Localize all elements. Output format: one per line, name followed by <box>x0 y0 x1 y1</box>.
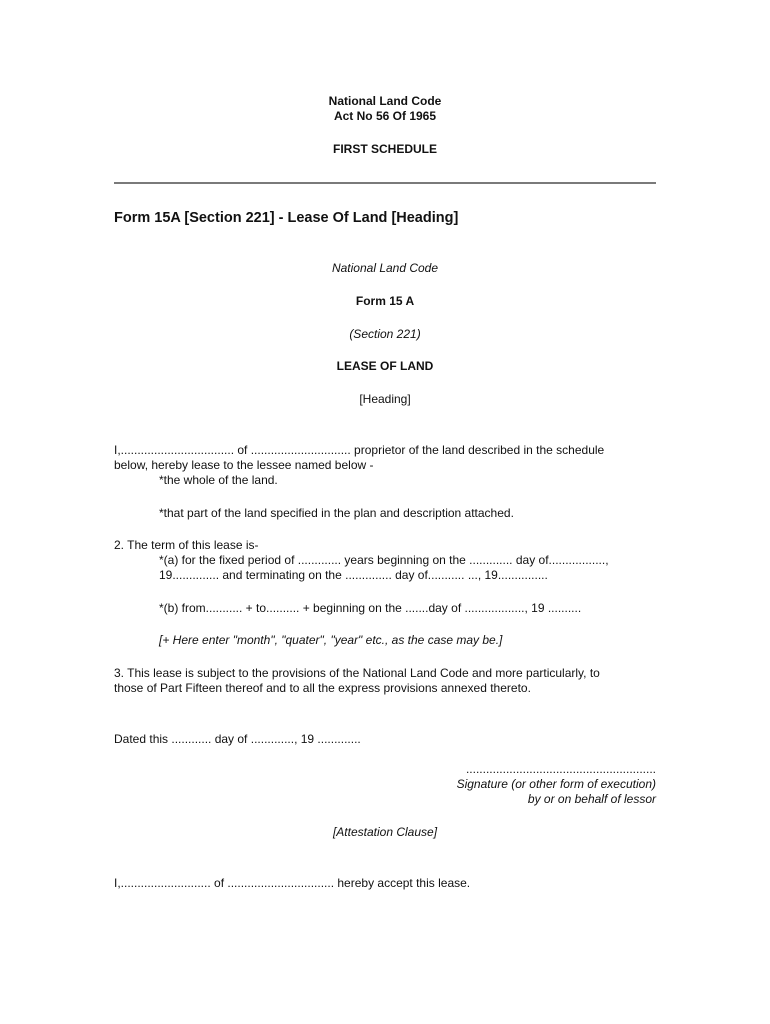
para1-option-whole: *the whole of the land. <box>159 473 278 487</box>
form-heading: Form 15A [Section 221] - Lease Of Land [Heading] <box>114 210 459 226</box>
schedule-title: FIRST SCHEDULE <box>332 142 437 156</box>
para1-line1: I,.................................. of .............................. proprietor of the land described in the schedule <box>114 443 605 457</box>
form-subheading: [Heading] <box>359 392 411 406</box>
form-code: National Land Code <box>331 261 439 275</box>
para3-line2: those of Part Fifteen thereof and to all the express provisions annexed thereto. <box>114 681 531 695</box>
form-number: Form 15 A <box>355 294 415 308</box>
form-section: (Section 221) <box>349 327 421 341</box>
header-divider <box>114 182 656 184</box>
para2-note: [+ Here enter "month", "quater", "year" etc., as the case may be.] <box>159 633 503 647</box>
signature-dots: ......................................................... <box>465 762 656 776</box>
para3-line1: 3. This lease is subject to the provisions of the National Land Code and more particularly, to <box>114 666 600 680</box>
dated-line: Dated this ............ day of ............., 19 ............. <box>114 732 361 746</box>
acceptance-line: I,........................... of ................................ hereby accept this lease. <box>114 876 471 890</box>
para2-b: *(b) from........... + to.......... + beginning on the .......day of .................., 19 .......... <box>159 601 582 615</box>
para2-a-line1: *(a) for the fixed period of ............. years beginning on the ............. day of................., <box>159 553 609 567</box>
form-title: LEASE OF LAND <box>336 359 434 373</box>
para2-line1: 2. The term of this lease is- <box>114 538 259 552</box>
attestation-clause: [Attestation Clause] <box>332 825 438 839</box>
para1-line2: below, hereby lease to the lessee named below - <box>114 458 374 472</box>
para2-a-line2: 19.............. and terminating on the .............. day of........... ..., 19............... <box>159 568 548 582</box>
signature-label: Signature (or other form of execution) <box>456 777 656 791</box>
signature-on-behalf: by or on behalf of lessor <box>527 792 656 806</box>
act-number: Act No 56 Of 1965 <box>333 109 437 123</box>
document-title: National Land Code <box>328 94 442 108</box>
para1-option-part: *that part of the land specified in the plan and description attached. <box>159 506 514 520</box>
